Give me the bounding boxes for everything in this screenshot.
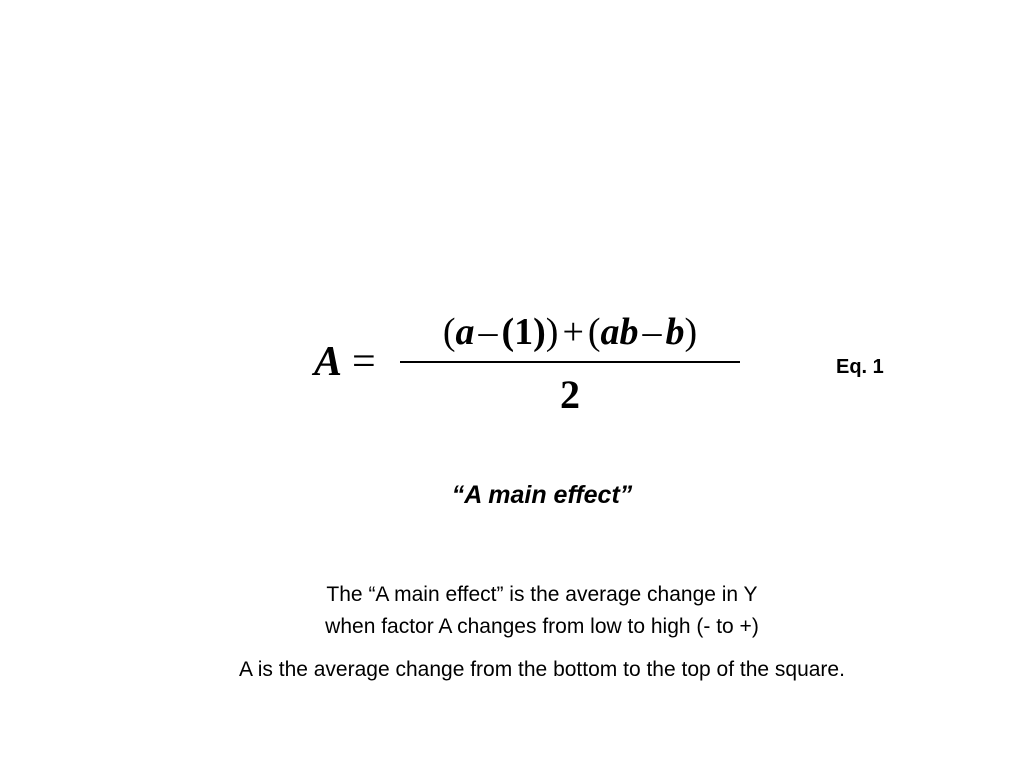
- fraction-numerator: [400, 306, 740, 358]
- close-paren: ): [684, 311, 698, 353]
- explanation-line-1: The “A main effect” is the average change in Y: [326, 583, 758, 606]
- variable-b: b: [665, 311, 685, 353]
- explanation-line-2: when factor A changes from low to high (- to +): [325, 615, 759, 638]
- main-effect-equation: [314, 306, 754, 418]
- variable-a: a: [455, 311, 475, 353]
- close-paren: ): [545, 311, 559, 353]
- explanation-line-3: A is the average change from the bottom to the top of the square.: [239, 658, 845, 681]
- caption-title: “A main effect”: [451, 481, 633, 509]
- equation-number: Eq. 1: [836, 356, 884, 378]
- equals-sign: =: [352, 339, 376, 385]
- one-term: (1): [501, 311, 546, 353]
- plus-sign: +: [562, 311, 584, 353]
- open-paren: (: [442, 311, 456, 353]
- fraction-bar: [400, 361, 740, 363]
- fraction-denominator: 2: [560, 372, 580, 417]
- open-paren: (: [587, 311, 601, 353]
- equation-fraction: [400, 306, 740, 418]
- equation-lhs: [314, 338, 376, 386]
- variable-ab: ab: [600, 311, 639, 353]
- minus-sign: –: [478, 311, 498, 353]
- minus-sign: –: [642, 311, 662, 353]
- lhs-variable: A: [314, 339, 343, 385]
